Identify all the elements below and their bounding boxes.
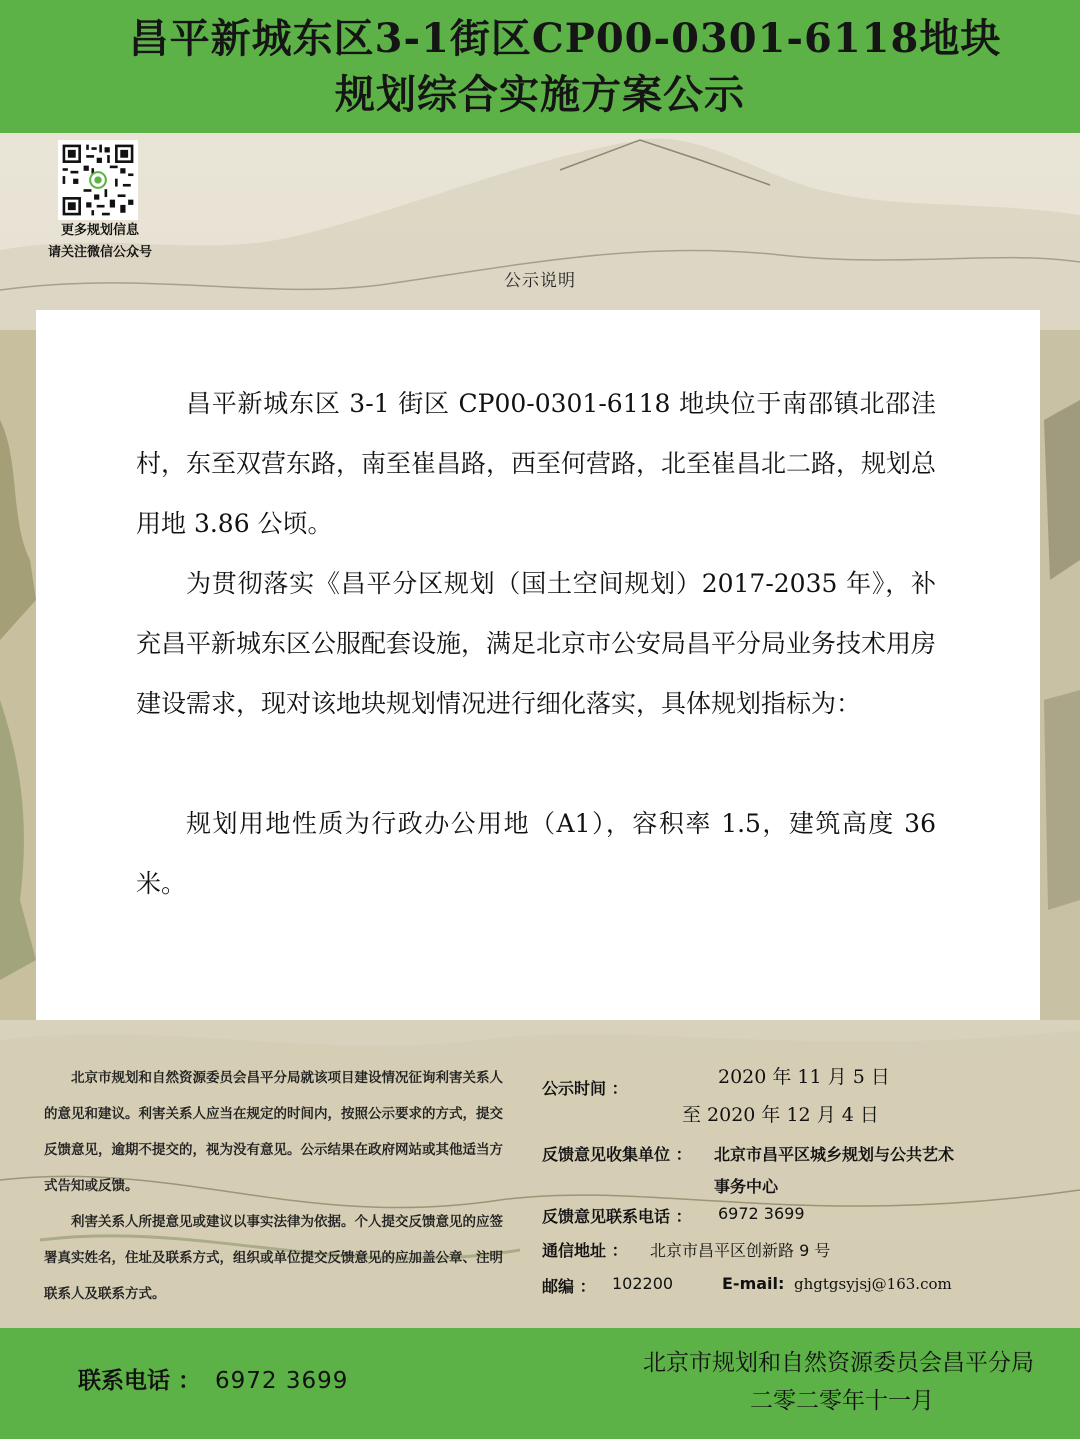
footer-organization: 北京市规划和自然资源委员会昌平分局: [643, 1350, 1034, 1376]
notice-paragraph-1: 北京市规划和自然资源委员会昌平分局就该项目建设情况征询利害关系人的意见和建议。利害关系人应当在规定的时间内，按照公示要求的方式，提交反馈意见，逾期不提交的，视为没有意见。公示结果在政府网站或其他适当方式告知或反馈。: [44, 1070, 503, 1194]
qr-caption: [20, 220, 180, 264]
email-address[interactable]: ghgtgsyjsj@163.com: [794, 1275, 952, 1293]
footer-phone-number[interactable]: 6972 3699: [215, 1368, 349, 1394]
qr-caption-line-1: 更多规划信息: [60, 223, 139, 238]
announcement-panel: [36, 310, 1040, 1020]
title-line-2: 规划综合实施方案公示: [335, 70, 745, 118]
postcode-label: 邮编 ：: [542, 1277, 596, 1296]
title-line-1: 昌平新城东区3-1街区CP00-0301-6118地块: [128, 14, 1002, 62]
title-banner: [0, 0, 1080, 133]
feedback-phone: 6972 3699: [718, 1204, 805, 1223]
feedback-unit-line-2: 事务中心: [714, 1177, 779, 1196]
address-label: 通信地址 ：: [542, 1241, 628, 1260]
feedback-notice: [44, 1060, 504, 1312]
announcement-paragraph-indicators: 规划用地性质为行政办公用地（A1），容积率 1.5，建筑高度 36 米。: [136, 809, 936, 898]
footer-banner: [0, 1328, 1080, 1439]
feedback-phone-label: 反馈意见联系电话 ：: [542, 1207, 692, 1226]
email-label: E-mail:: [722, 1274, 785, 1293]
address: 北京市昌平区创新路 9 号: [650, 1241, 831, 1260]
notice-paragraph-2: 利害关系人所提意见或建议以事实法律为依据。个人提交反馈意见的应签署真实姓名，住址及联系方式，组织或单位提交反馈意见的应加盖公章、注明联系人及联系方式。: [44, 1214, 503, 1302]
feedback-unit-label: 反馈意见收集单位 ：: [542, 1145, 692, 1164]
footer-phone: [78, 1362, 348, 1395]
footer-phone-label: 联系电话 ：: [78, 1368, 202, 1394]
period-start: 2020 年 11 月 5 日: [718, 1066, 890, 1088]
qr-caption-line-2: 请关注微信公众号: [47, 245, 152, 260]
qr-code-icon: [60, 142, 136, 218]
announcement-paragraph-purpose: 为贯彻落实《昌平分区规划（国土空间规划）2017-2035 年》，补充昌平新城东区公服配套设施，满足北京市公安局昌平分局业务技术用房建设需求，现对该地块规划情况进行细化落实，具体规划指标为：: [136, 569, 937, 718]
period-label: 公示时间 ：: [542, 1079, 628, 1098]
postcode: 102200: [612, 1274, 674, 1293]
feedback-unit-line-1: 北京市昌平区城乡规划与公共艺术: [714, 1145, 955, 1164]
wechat-qr-code[interactable]: [58, 140, 138, 220]
footer-date: 二零二零年十一月: [750, 1388, 934, 1414]
period-end: 至 2020 年 12 月 4 日: [682, 1104, 879, 1126]
section-label: 公示说明: [504, 271, 576, 291]
announcement-paragraph-location: 昌平新城东区 3-1 街区 CP00-0301-6118 地块位于南邵镇北邵洼村，东至双营东路，南至崔昌路，西至何营路，北至崔昌北二路，规划总用地 3.86 公顷。: [136, 389, 937, 538]
